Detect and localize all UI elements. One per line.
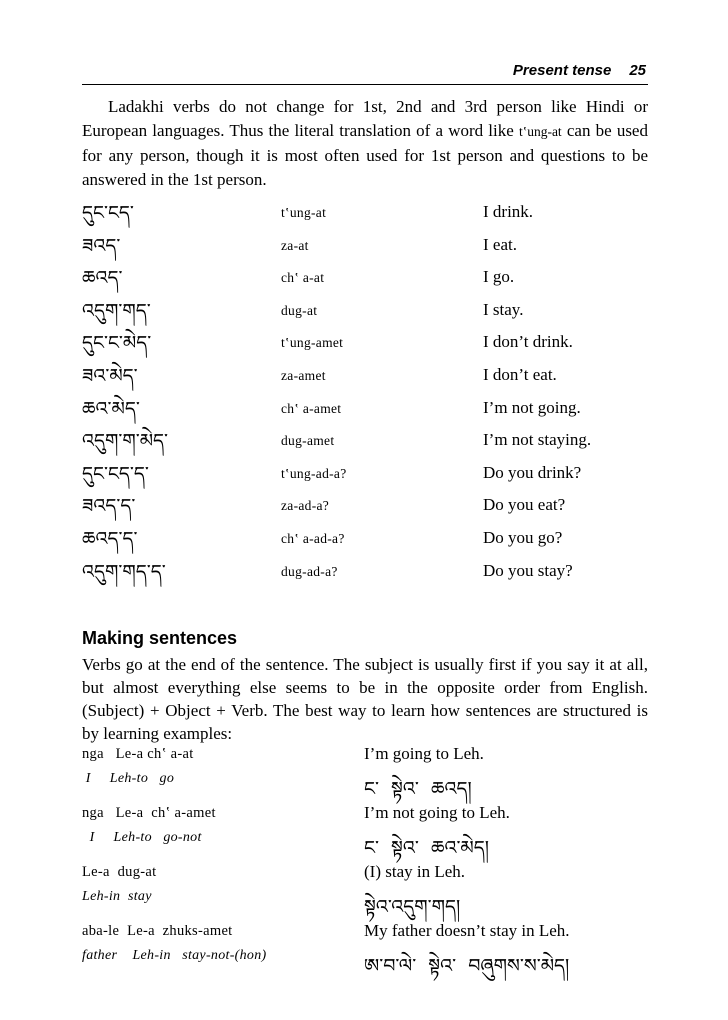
example-english: My father doesn’t stay in Leh. (364, 921, 570, 940)
example-transliteration: nga Le-a chʽ a-at (82, 746, 194, 762)
example-item (82, 920, 648, 979)
transliteration: chʽ a-ad-a? (281, 530, 345, 546)
transliteration: dug-amet (281, 433, 335, 449)
transliteration: chʽ a-amet (281, 400, 342, 416)
section-title: Present tense (512, 62, 612, 79)
intro-paragraph (82, 95, 648, 192)
verb-row (82, 330, 648, 363)
english-translation: I don’t eat. (483, 364, 557, 384)
section-paragraph: Verbs go at the end of the sentence. The subject is usually first if you say it at all, but almost everything else seems to be in the opposite order from English. (Subject) + Object + Verb. The best way to learn how sentences are structured is by learning examples: (82, 655, 648, 743)
example-item (82, 861, 648, 920)
tibetan-verb: དུང་ང་མེད་ (82, 332, 152, 355)
verb-row (82, 493, 648, 526)
english-translation: I don’t drink. (483, 332, 573, 352)
verb-row (82, 428, 648, 461)
tibetan-verb: ཟའ་མེད་ (82, 364, 138, 387)
tibetan-verb: དུང་ངད་ད་ (82, 462, 149, 485)
transliteration: za-at (281, 237, 309, 253)
example-tibetan: སྟེའ་འདུག་གད། (364, 896, 461, 918)
transliteration: tʽung-at (281, 205, 327, 220)
example-english: (I) stay in Leh. (364, 862, 466, 881)
example-transliteration: nga Le-a chʽ a-amet (82, 805, 216, 821)
verb-row (82, 265, 648, 298)
page-number: 25 (629, 62, 646, 79)
verb-row (82, 200, 648, 233)
english-translation: I drink. (483, 202, 534, 221)
example-gloss: father Leh-in stay-not-(hon) (82, 948, 267, 963)
verb-row (82, 559, 648, 592)
english-translation: I go. (483, 267, 515, 287)
example-tibetan: ང་ སྟེའ་ ཆའད། (364, 778, 472, 800)
tibetan-verb: ཆའད་ད་ (82, 527, 138, 550)
tibetan-verb: ཆའ་མེད་ (82, 397, 140, 420)
tibetan-verb: དུང་ངད་ (82, 202, 134, 224)
transliteration: dug-ad-a? (281, 563, 338, 579)
verb-row (82, 298, 648, 331)
transliteration: dug-at (281, 302, 318, 318)
transliteration: chʽ a-at (281, 270, 325, 286)
transliteration: za-amet (281, 367, 326, 383)
verb-row (82, 396, 648, 429)
english-translation: Do you eat? (483, 495, 566, 515)
verb-row (82, 526, 648, 559)
transliteration: tʽung-amet (281, 335, 344, 351)
transliteration: za-ad-a? (281, 498, 330, 514)
verb-row (82, 461, 648, 494)
english-translation: Do you drink? (483, 462, 582, 482)
example-english: I’m not going to Leh. (364, 803, 510, 822)
example-transliteration: Le-a dug-at (82, 864, 157, 880)
example-tibetan: ང་ སྟེའ་ ཆའ་མེད། (364, 837, 489, 859)
intro-term: tʽung-at (518, 124, 562, 139)
section-heading: Making sentences (82, 628, 238, 648)
example-list (82, 743, 648, 979)
example-item (82, 802, 648, 861)
english-translation: I stay. (483, 299, 524, 319)
header-rule (82, 84, 648, 85)
intro-text-start: Ladakhi verbs do not change for 1st, 2nd and 3rd person like Hindi or European languages. Thus the literal translation of a word like (82, 97, 648, 140)
verb-row (82, 233, 648, 266)
intro-text-end: can be used for any person, though it is most often used for 1st person and questions to be answered in the 1st person. (82, 121, 648, 189)
tibetan-verb: ཆའད་ (82, 267, 123, 290)
example-transliteration: aba-le Le-a zhuks-amet (82, 923, 233, 939)
verb-row (82, 363, 648, 396)
example-gloss: I Leh-to go (82, 771, 175, 786)
tibetan-verb: ཟའད་ད་ (82, 495, 136, 518)
example-gloss: I Leh-to go-not (82, 830, 202, 845)
english-translation: Do you go? (483, 527, 563, 547)
example-gloss: Leh-in stay (82, 889, 152, 904)
english-translation: I eat. (483, 234, 517, 254)
example-item (82, 743, 648, 802)
verb-table (82, 200, 648, 591)
example-tibetan: ཨ་བ་ལེ་ སྟེའ་ བཞུགས་ས་མེད། (364, 955, 570, 977)
example-english: I’m going to Leh. (364, 744, 484, 763)
english-translation: Do you stay? (483, 560, 573, 580)
tibetan-verb: ཟའད་ (82, 234, 121, 257)
tibetan-verb: འདུག་གད་ད་ (82, 560, 166, 583)
tibetan-verb: འདུག་གད་ (82, 299, 151, 322)
english-translation: I’m not going. (483, 397, 581, 417)
english-translation: I’m not staying. (483, 430, 592, 450)
transliteration: tʽung-ad-a? (281, 465, 347, 481)
tibetan-verb: འདུག་ག་མེད་ (82, 430, 169, 453)
running-header (513, 62, 646, 79)
